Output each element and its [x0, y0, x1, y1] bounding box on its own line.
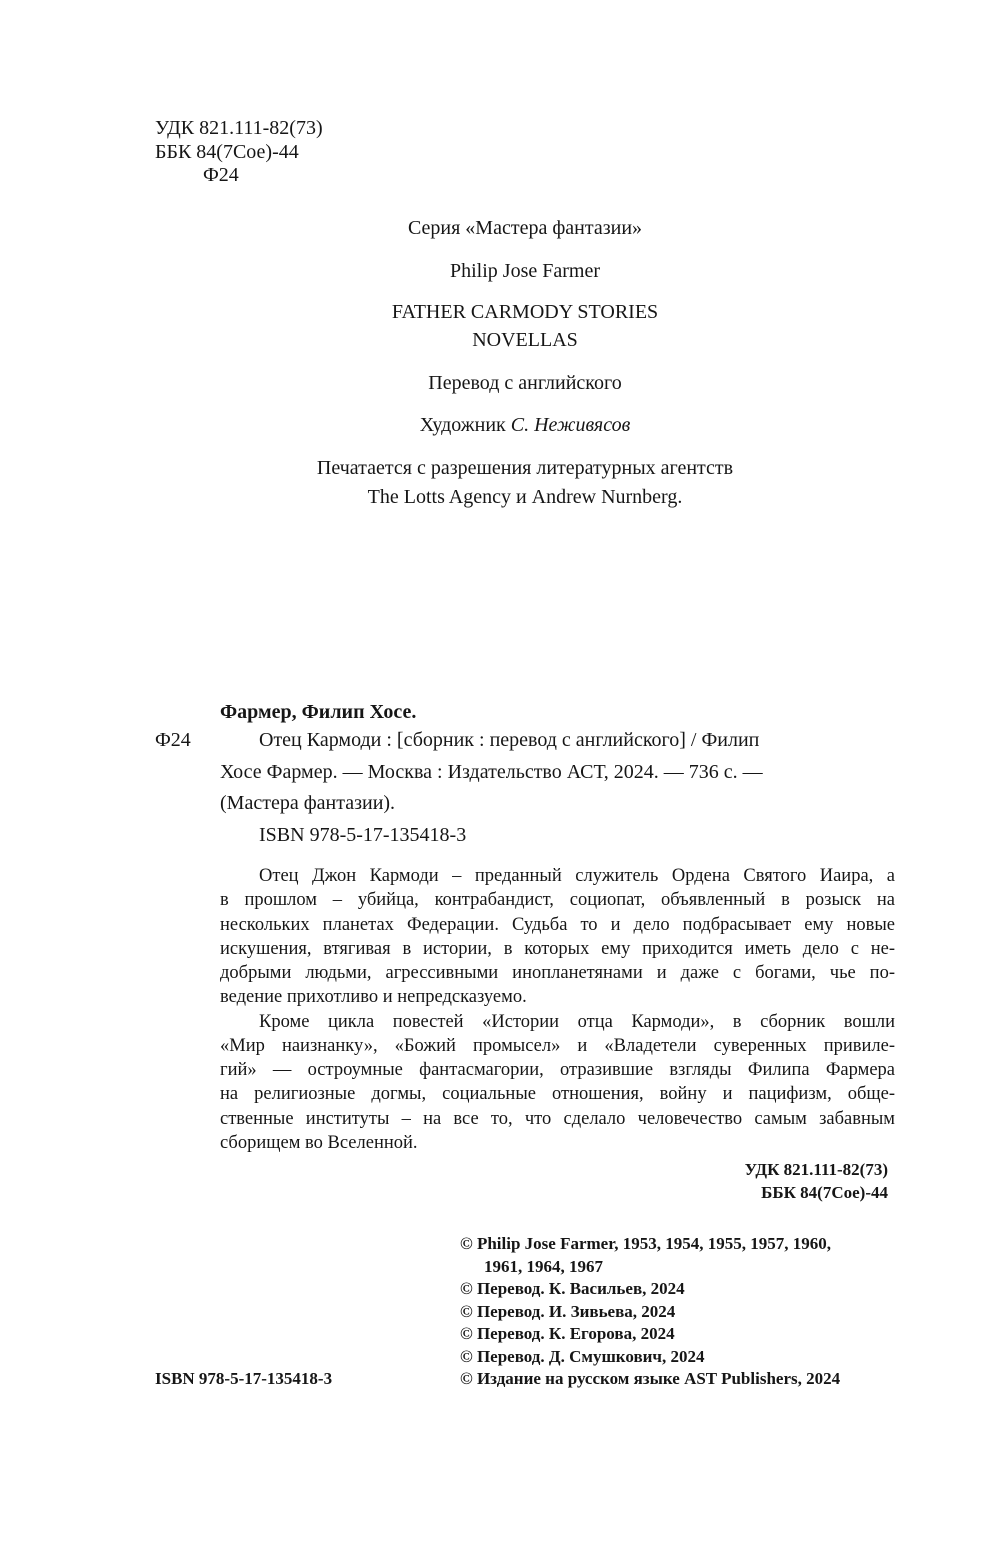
copyright-line: © Перевод. К. Егорова, 2024: [460, 1324, 675, 1343]
catalog-description-line: (Мастера фантазии).: [220, 792, 396, 814]
artist-name: С. Неживясов: [510, 414, 631, 436]
artist-line: [0, 413, 1000, 437]
catalog-isbn: ISBN 978-5-17-135418-3: [259, 824, 467, 846]
permission-line2: The Lotts Agency и Andrew Nurnberg.: [367, 486, 683, 508]
original-title-line1: FATHER CARMODY STORIES: [391, 301, 659, 323]
catalog-description-line: Хосе Фармер. — Москва : Издательство АСТ, 2024. — 736 с. —: [220, 761, 763, 783]
copyright-line: © Перевод. К. Васильев, 2024: [460, 1279, 685, 1298]
top-author-mark: Ф24: [203, 164, 239, 186]
card-bbk: ББК 84(7Сое)-44: [761, 1183, 888, 1202]
top-bbk: ББК 84(7Сое)-44: [155, 141, 299, 163]
bottom-isbn: ISBN 978-5-17-135418-3: [155, 1369, 333, 1388]
annotation-line: «Мир наизнанку», «Божий промысел» и «Владетели суверенных привиле-: [220, 1036, 895, 1056]
copyright-line: © Перевод. И. Зивьева, 2024: [460, 1302, 676, 1321]
top-udk: УДК 821.111-82(73): [155, 117, 323, 139]
copyright-line: © Издание на русском языке AST Publishers, 2024: [460, 1369, 841, 1388]
artist-label: Художник: [419, 414, 506, 436]
card-udk: УДК 821.111-82(73): [744, 1160, 888, 1179]
annotation-line: Отец Джон Кармоди – преданный служитель Ордена Святого Иаира, а: [259, 866, 895, 886]
annotation-line: ственные институты – на все то, что сделало человечество самым забавным: [220, 1109, 895, 1129]
annotation-line: в прошлом – убийца, контрабандист, социопат, объявленный в розыск на: [220, 890, 895, 910]
catalog-mark: Ф24: [155, 729, 191, 751]
series-line: Серия «Мастера фантазии»: [407, 217, 643, 239]
annotation-line: на религиозные догмы, социальные отношения, войну и пацифизм, обще-: [220, 1084, 895, 1104]
annotation-line: гий» — остроумные фантасмагории, отразившие взгляды Филипа Фармера: [220, 1060, 895, 1080]
copyright-line: © Philip Jose Farmer, 1953, 1954, 1955, 1957, 1960,: [460, 1234, 831, 1253]
permission-line1: Печатается с разрешения литературных агентств: [316, 457, 734, 479]
copyright-line: © Перевод. Д. Смушкович, 2024: [460, 1347, 705, 1366]
translation-line: Перевод с английского: [428, 372, 622, 394]
original-author: Philip Jose Farmer: [450, 260, 600, 282]
annotation-line: нескольких планетах Федерации. Судьба то и дело подбрасывает ему новые: [220, 915, 895, 935]
copyright-line: 1961, 1964, 1967: [484, 1257, 603, 1276]
annotation-line: сборищем во Вселенной.: [220, 1133, 418, 1153]
annotation-line: Кроме цикла повестей «Истории отца Кармоди», в сборник вошли: [259, 1012, 895, 1032]
annotation-line: искушения, втягивая в истории, в которых ему приходится иметь дело с не-: [220, 939, 895, 959]
original-title-line2: NOVELLAS: [472, 329, 578, 351]
annotation-line: ведение прихотливо и непредсказуемо.: [220, 987, 527, 1007]
catalog-author-heading: Фармер, Филип Хосе.: [220, 701, 417, 723]
annotation-line: добрыми людьми, агрессивными инопланетянами и даже с богами, чье по-: [220, 963, 895, 983]
catalog-description-line: Отец Кармоди : [сборник : перевод с английского] / Филип: [259, 729, 760, 751]
